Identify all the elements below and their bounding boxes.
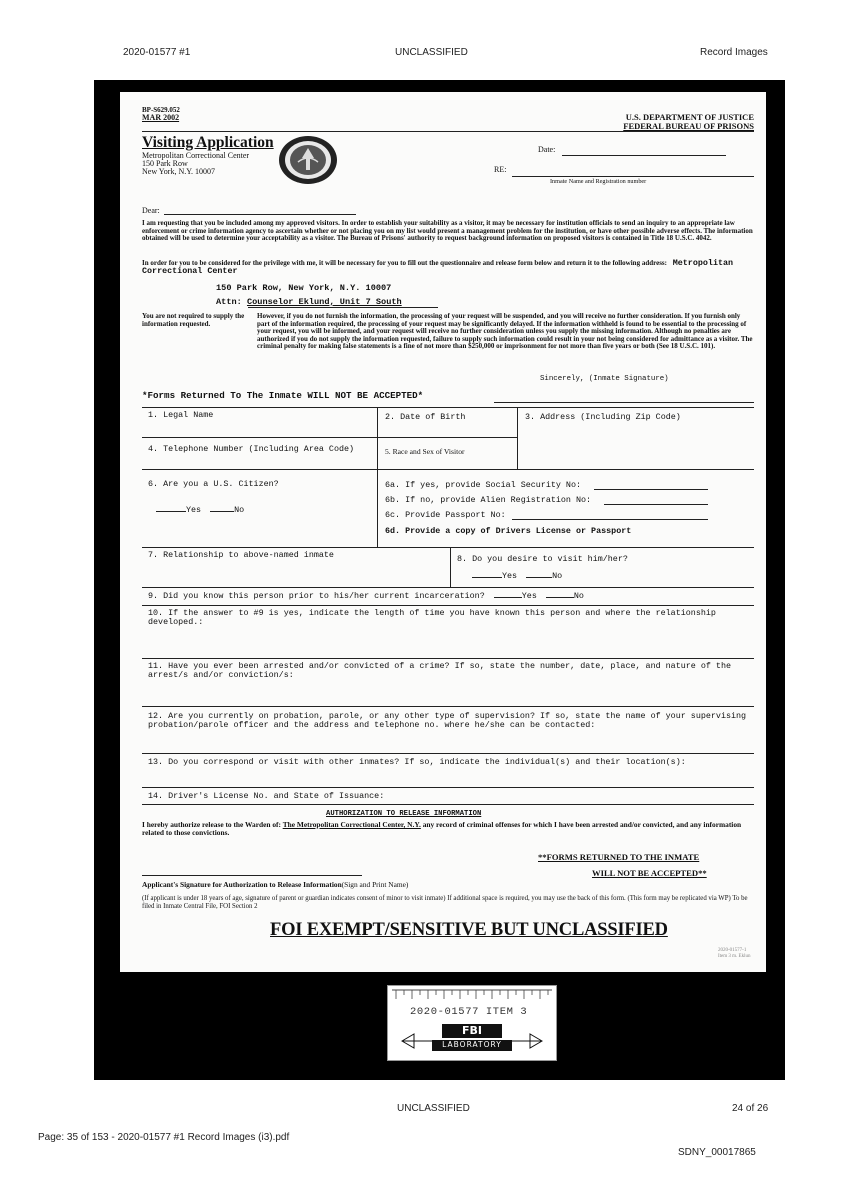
other-inmates-field[interactable] bbox=[142, 787, 754, 788]
legal-name-label: 1. Legal Name bbox=[148, 410, 214, 420]
inmate-name-field[interactable] bbox=[512, 176, 754, 177]
forms-returned-warning: *Forms Returned To The Inmate WILL NOT BE ACCEPTED* bbox=[142, 390, 424, 401]
date-of-birth-label: 2. Date of Birth bbox=[385, 412, 466, 422]
other-inmates-label: 13. Do you correspond or visit with other inmates? If so, indicate the individual(s) and their location(s): bbox=[148, 757, 686, 767]
intro-paragraph: I am requesting that you be included among my approved visitors. In order to establish your suitability as a visitor, it may be necessary for institution officials to send an inquiry to an appropriate law enforcement or crime information agency to ascertain whether or not placing you on my list would present a management problem for the institution, or have other possible adverse effects. The information obtained will be used to determine your acceptability as a visitor. The Bureau of Prisons' authority to request background information on proposed visitors is contained in Title 18 U.S.C. 4042. bbox=[142, 219, 753, 243]
address-label: 3. Address (Including Zip Code) bbox=[525, 412, 681, 422]
laboratory-label: LABORATORY bbox=[442, 1040, 502, 1049]
inmate-name-caption: Inmate Name and Registration number bbox=[550, 178, 647, 185]
inmate-signature-label: Sincerely, (Inmate Signature) bbox=[540, 375, 669, 383]
minor-consent-note: (If applicant is under 18 years of age, signature of parent or guardian indicates consent of minor to visit inmate) If additional space is required, you may use the back of this form. (This form may be replicated via WP) To be filed in Inmate Central File, FOI Section 2 bbox=[142, 895, 748, 910]
citizen-yes-no[interactable]: Yes No bbox=[156, 504, 244, 515]
re-label: RE: bbox=[494, 165, 507, 174]
inmate-signature-field[interactable] bbox=[494, 402, 754, 403]
pdf-footer-source: Page: 35 of 153 - 2020-01577 #1 Record Images (i3).pdf bbox=[38, 1132, 290, 1143]
pdf-header-title: Record Images bbox=[700, 47, 768, 58]
date-label: Date: bbox=[538, 145, 556, 154]
relationship-length-field[interactable] bbox=[142, 658, 754, 659]
not-required-paragraph: However, if you do not furnish the information, the processing of your request will be suspended, and you will receive no further consideration. If you furnish only part of the information required, the processing of your request may be significantly delayed. If the information withheld is found to be essential to the processing of your request, you will be informed, and your request will receive no further consideration unless you supply the missing information. Although no penalties are authorized if you do not supply the information requested, failure to supply such information could result in your not being considered for admittance as a visitor. The criminal penalty for making false statements is a fine of not more than $250,000 or imprisonment for not more than five years or both (See 18 U.S.C. 101). bbox=[257, 312, 753, 351]
arrest-history-label: 11. Have you ever been arrested and/or convicted of a crime? If so, state the number, date, place, and nature of the arrest/s and/or conviction/s: bbox=[148, 661, 731, 680]
alien-registration-field[interactable] bbox=[604, 504, 708, 505]
applicant-signature-label: Applicant's Signature for Authorization to Release Information(Sign and Print Name) bbox=[142, 880, 409, 889]
relationship-length-label: 10. If the answer to #9 is yes, indicate the length of time you have known this person and where the relationship developed.: bbox=[148, 608, 716, 627]
doj-seal-icon bbox=[276, 134, 340, 186]
alien-registration-label: 6b. If no, provide Alien Registration No: bbox=[385, 495, 592, 505]
return-instructions: In order for you to be considered for the privilege with me, it will be necessary for you to fill out the questionnaire and release form below and return it to the following address: Metropolitan Correctional Center bbox=[142, 258, 734, 276]
fbi-evidence-tag bbox=[387, 985, 557, 1061]
form-number: BP-S629.052 bbox=[142, 106, 180, 114]
agency-bureau: FEDERAL BUREAU OF PRISONS bbox=[623, 121, 754, 131]
race-sex-label: 5. Race and Sex of Visitor bbox=[385, 447, 465, 456]
supervision-label: 12. Are you currently on probation, parole, or any other type of supervision? If so, state the name of your supervising probation/parole officer and the address and telephone no. where he/she can be contacted: bbox=[148, 711, 747, 730]
dear-label: Dear: bbox=[142, 206, 160, 215]
pdf-footer-classification: UNCLASSIFIED bbox=[397, 1103, 470, 1114]
citizen-question-label: 6. Are you a U.S. Citizen? bbox=[148, 479, 279, 489]
form-date: MAR 2002 bbox=[142, 113, 180, 122]
ruler-icon bbox=[392, 989, 552, 1003]
relationship-label: 7. Relationship to above-named inmate bbox=[148, 550, 334, 560]
handwritten-corner-note: 2020-01577-1 Item 3 m. Eklun bbox=[718, 948, 751, 959]
drivers-license-label: 14. Driver's License No. and State of Issuance: bbox=[148, 791, 385, 801]
desire-visit-yes-no[interactable]: Yes No bbox=[472, 570, 562, 581]
passport-label: 6c. Provide Passport No: bbox=[385, 510, 506, 520]
return-street: 150 Park Row, New York, N.Y. 10007 bbox=[216, 283, 392, 293]
desire-visit-label: 8. Do you desire to visit him/her? bbox=[457, 554, 628, 564]
forms-returned-warning-bottom-2: WILL NOT BE ACCEPTED** bbox=[592, 868, 707, 878]
institution-address: Metropolitan Correctional Center 150 Park Row New York, N.Y. 10007 bbox=[142, 151, 250, 176]
applicant-signature-field[interactable] bbox=[142, 875, 362, 876]
date-field[interactable] bbox=[562, 155, 726, 156]
not-required-lead: You are not required to supply the information requested. bbox=[142, 312, 245, 328]
pdf-header-case-id: 2020-01577 #1 bbox=[123, 47, 191, 58]
fbi-label: FBI bbox=[462, 1024, 482, 1037]
authorization-text: I hereby authorize release to the Warden of: The Metropolitan Correctional Center, N.Y. any record of criminal offenses for which I have been arrested and/or convicted, and any information related to those convictions. bbox=[142, 820, 742, 838]
bates-number: SDNY_00017865 bbox=[678, 1147, 756, 1158]
form-title: Visiting Application bbox=[142, 134, 274, 151]
pdf-footer-page-count: 24 of 26 bbox=[732, 1103, 769, 1114]
supervision-field[interactable] bbox=[142, 753, 754, 754]
drivers-license-field[interactable] bbox=[142, 804, 754, 805]
dear-field[interactable] bbox=[164, 214, 356, 215]
passport-field[interactable] bbox=[512, 519, 708, 520]
return-attn: Attn: Counselor Eklund, Unit 7 South bbox=[216, 297, 402, 307]
arrest-history-field[interactable] bbox=[142, 706, 754, 707]
pdf-header-classification: UNCLASSIFIED bbox=[395, 47, 468, 58]
forms-returned-warning-bottom-1: **FORMS RETURNED TO THE INMATE bbox=[538, 852, 700, 862]
ssn-label: 6a. If yes, provide Social Security No: bbox=[385, 480, 582, 490]
ssn-field[interactable] bbox=[594, 489, 708, 490]
foi-exempt-stamp: FOI EXEMPT/SENSITIVE BUT UNCLASSIFIED bbox=[270, 920, 668, 940]
license-copy-label: 6d. Provide a copy of Drivers License or Passport bbox=[385, 526, 632, 536]
authorization-heading: AUTHORIZATION TO RELEASE INFORMATION bbox=[326, 810, 482, 818]
telephone-label: 4. Telephone Number (Including Area Code) bbox=[148, 444, 355, 454]
evidence-item-id: 2020-01577 ITEM 3 bbox=[410, 1006, 528, 1018]
visiting-application-form bbox=[120, 92, 766, 972]
agency-name: U.S. DEPARTMENT OF JUSTICE bbox=[625, 112, 754, 122]
prior-knowledge-label[interactable]: 9. Did you know this person prior to his/her current incarceration? Yes No bbox=[148, 591, 584, 601]
